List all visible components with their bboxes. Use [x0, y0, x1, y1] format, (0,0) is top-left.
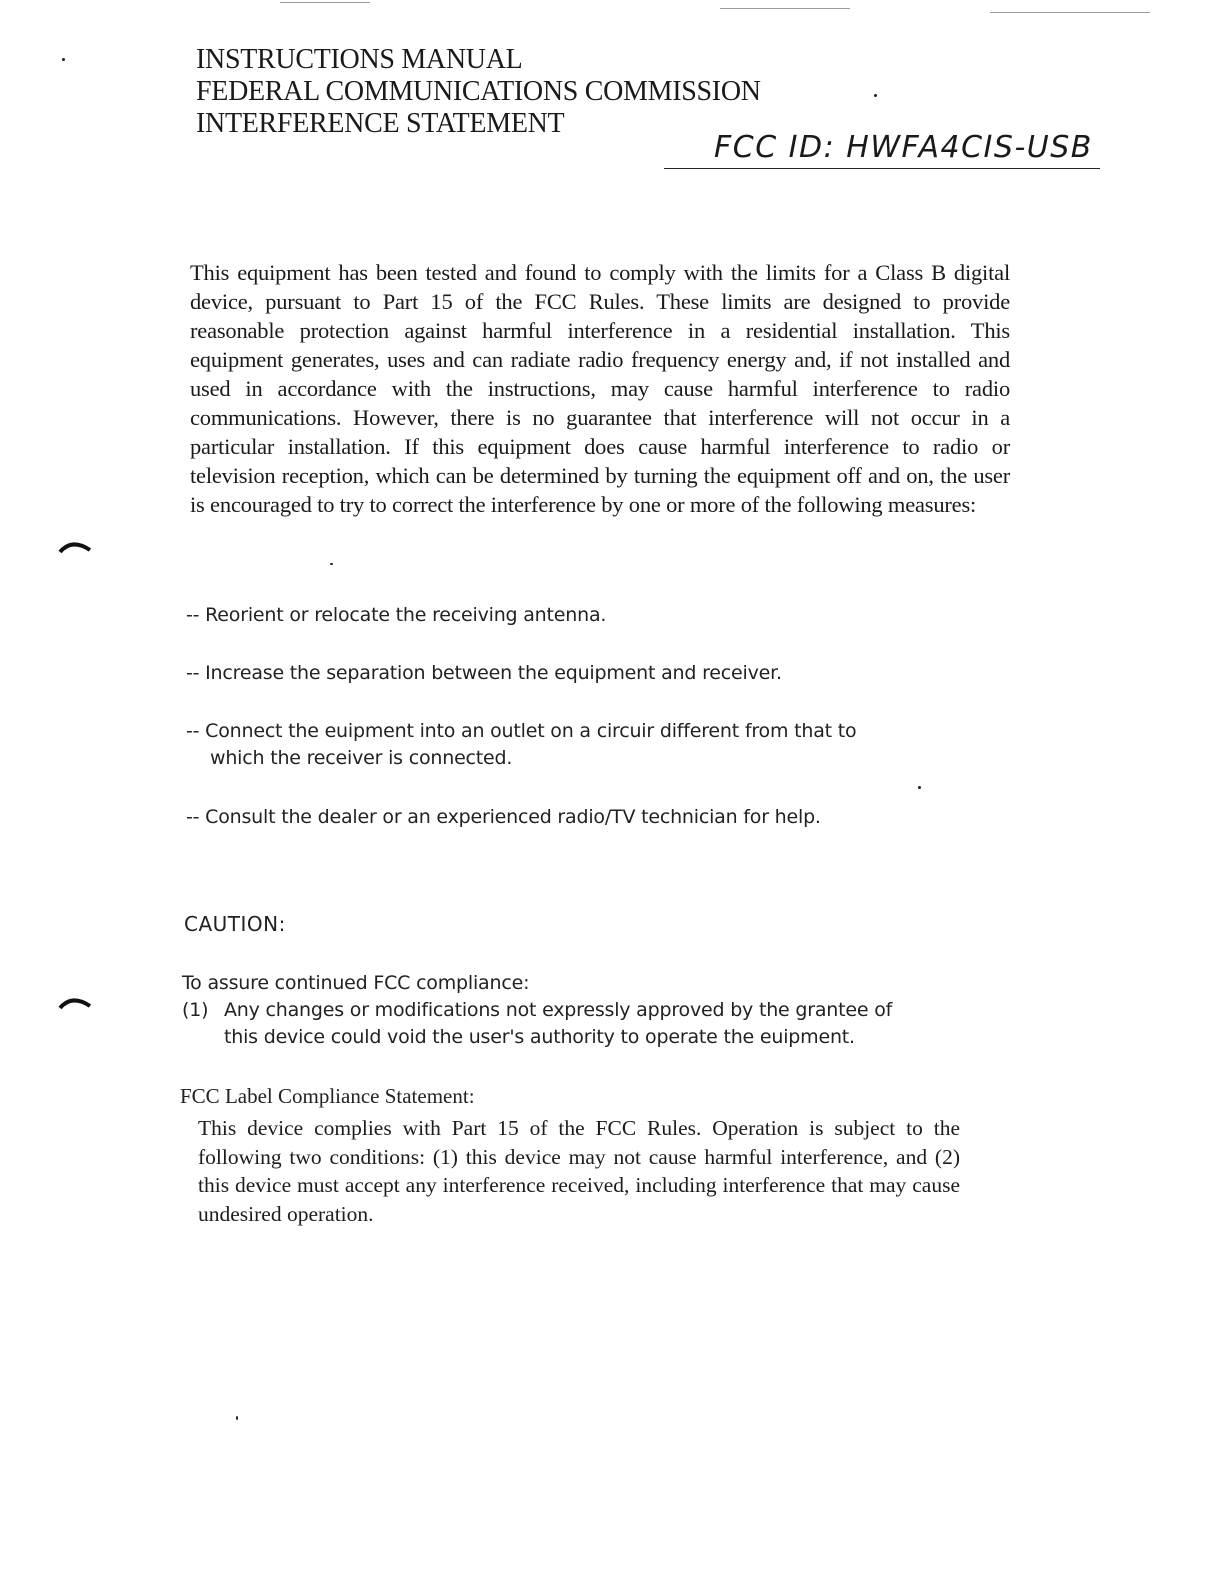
measure-text: -- Connect the euipment into an outlet on a circuir different from that to: [186, 720, 857, 742]
scan-artifact: [990, 12, 1150, 13]
scan-artifact: [280, 2, 370, 3]
measure-item: [186, 804, 821, 831]
caution-item-text-continued: this device could void the user's authority to operate the euipment.: [224, 1026, 855, 1048]
punch-hole-mark: [58, 996, 92, 1010]
label-statement-body: This device complies with Part 15 of the FCC Rules. Operation is subject to the following two conditions: (1) this device may not cause harmful interference, and (2) this device must accept any interference received, including interference that may cause undesired operation.: [198, 1116, 960, 1226]
measure-text: -- Increase the separation between the equipment and receiver.: [186, 662, 782, 684]
measure-text: -- Consult the dealer or an experienced radio/TV technician for help.: [186, 806, 821, 828]
header-title-line-2: FEDERAL COMMUNICATIONS COMMISSION: [196, 76, 761, 107]
caution-item-text: Any changes or modifications not expressly approved by the grantee of: [224, 999, 893, 1021]
caution-section: [182, 970, 892, 1051]
scan-speck: [918, 786, 921, 789]
document-header: [196, 44, 761, 140]
measure-item: [186, 718, 856, 772]
caution-intro: To assure continued FCC compliance:: [182, 972, 530, 994]
caution-heading: CAUTION:: [184, 912, 286, 936]
scan-speck: [330, 563, 333, 565]
measure-text-continued: which the receiver is connected.: [210, 747, 513, 769]
scan-speck: [236, 1416, 238, 1420]
interference-paragraph: This equipment has been tested and found to comply with the limits for a Class B digital device, pursuant to Part 15 of the FCC Rules. These limits are designed to provide reasonable protection against harmful interference in a residential installation. This equipment generates, uses and can radiate radio frequency energy and, if not installed and used in accordance with the instructions, may cause harmful interference to radio communications. However, there is no guarantee that interference will not occur in a particular installation. If this equipment does cause harmful interference to radio or television reception, which can be determined by turning the equipment off and on, the user is encouraged to try to correct the interference by one or more of the following measures:: [190, 260, 1010, 517]
header-title-line-3: INTERFERENCE STATEMENT: [196, 108, 565, 139]
caution-item-number: (1): [182, 999, 209, 1021]
measure-item: [186, 602, 606, 629]
scan-speck: [874, 94, 877, 97]
scan-speck: [62, 58, 65, 61]
label-statement-heading: FCC Label Compliance Statement:: [180, 1084, 475, 1108]
punch-hole-mark: [58, 540, 92, 554]
fcc-id-handwritten: FCC ID: HWFA4CIS-USB: [664, 128, 1100, 169]
measure-text: -- Reorient or relocate the receiving antenna.: [186, 604, 607, 626]
scan-artifact: [720, 8, 850, 9]
header-title-line-1: INSTRUCTIONS MANUAL: [196, 44, 523, 75]
caution-item: [182, 997, 892, 1051]
measure-item: [186, 660, 782, 687]
